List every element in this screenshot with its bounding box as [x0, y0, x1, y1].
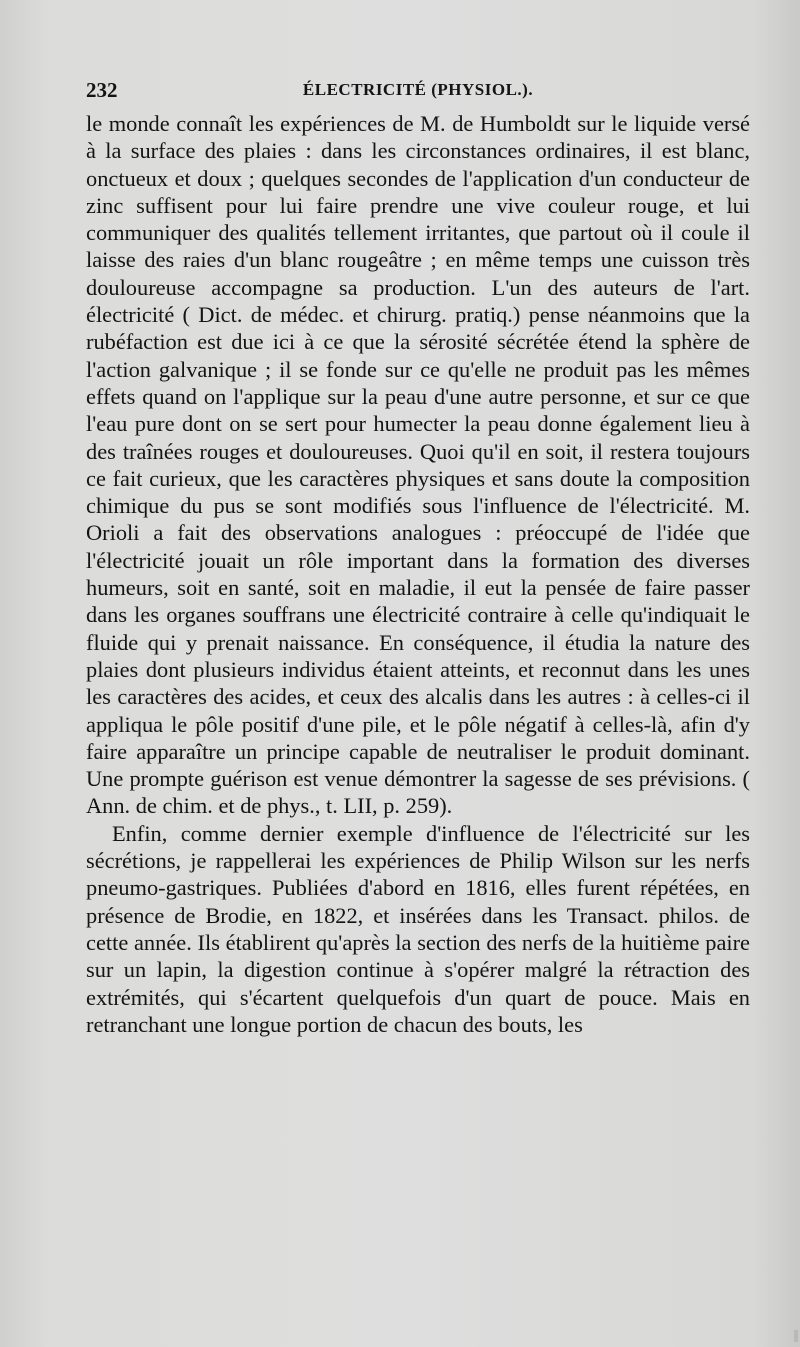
page-edge-mark	[794, 1330, 798, 1342]
running-header	[86, 78, 750, 110]
running-title: ÉLECTRICITÉ (PHYSIOL.).	[302, 80, 534, 99]
body-text	[86, 110, 750, 1038]
paragraph-2: Enfin, comme dernier exemple d'influence de l'électricité sur les sécrétions, je rappellerai les expériences de Philip Wilson sur les nerfs pneumo-gastriques. Publiées d'abord en 1816, elles furent répétées, en présence de Brodie, en 1822, et insérées dans les Transact. philos. de cette année. Ils établirent qu'après la section des nerfs de la huitième paire sur un lapin, la digestion continue à s'opérer malgré la rétraction des extrémités, qui s'écartent quelquefois d'un quart de pouce. Mais en retranchant une longue portion de chacun des bouts, les	[86, 820, 750, 1037]
page-number: 232	[86, 78, 118, 102]
paragraph-1: le monde connaît les expériences de M. de Humboldt sur le liquide versé à la surface des plaies : dans les circonstances ordinaires, il est blanc, onctueux et doux ; quelques secondes de l'application d'un conducteur de zinc suffisent pour lui faire prendre une vive couleur rouge, et lui communiquer des qualités tellement irritantes, que partout où il coule il laisse des raies d'un blanc rougeâtre ; en même temps une cuisson très douloureuse accompagne sa production. L'un des auteurs de l'art. électricité ( Dict. de médec. et chirurg. pratiq.) pense néanmoins que la rubéfaction est due ici à ce que la sérosité sécrétée étend la sphère de l'action galvanique ; il se fonde sur ce qu'elle ne produit pas les mêmes effets quand on l'applique sur la peau d'une autre personne, et sur ce que l'eau pure dont on se sert pour humecter la peau donne également lieu à des traînées rouges et douloureuses. Quoi qu'il en soit, il restera toujours ce fait curieux, que les caractères physiques et sans doute la composition chimique du pus se sont modifiés sous l'influence de l'électricité. M. Orioli a fait des observations analogues : préoccupé de l'idée que l'électricité jouait un rôle important dans la formation des diverses humeurs, soit en santé, soit en maladie, il eut la pensée de faire passer dans les organes souffrans une électricité contraire à celle qu'indiquait le fluide qui y prenait naissance. En conséquence, il étudia la nature des plaies dont plusieurs individus étaient atteints, et reconnut dans les unes les caractères des acides, et ceux des alcalis dans les autres : à celles-ci il appliqua le pôle positif d'une pile, et le pôle négatif à celles-là, afin d'y faire apparaître un principe capable de neutraliser le produit dominant. Une prompte guérison est venue démontrer la sagesse de ses prévisions. ( Ann. de chim. et de phys., t. LII, p. 259).	[86, 111, 750, 819]
